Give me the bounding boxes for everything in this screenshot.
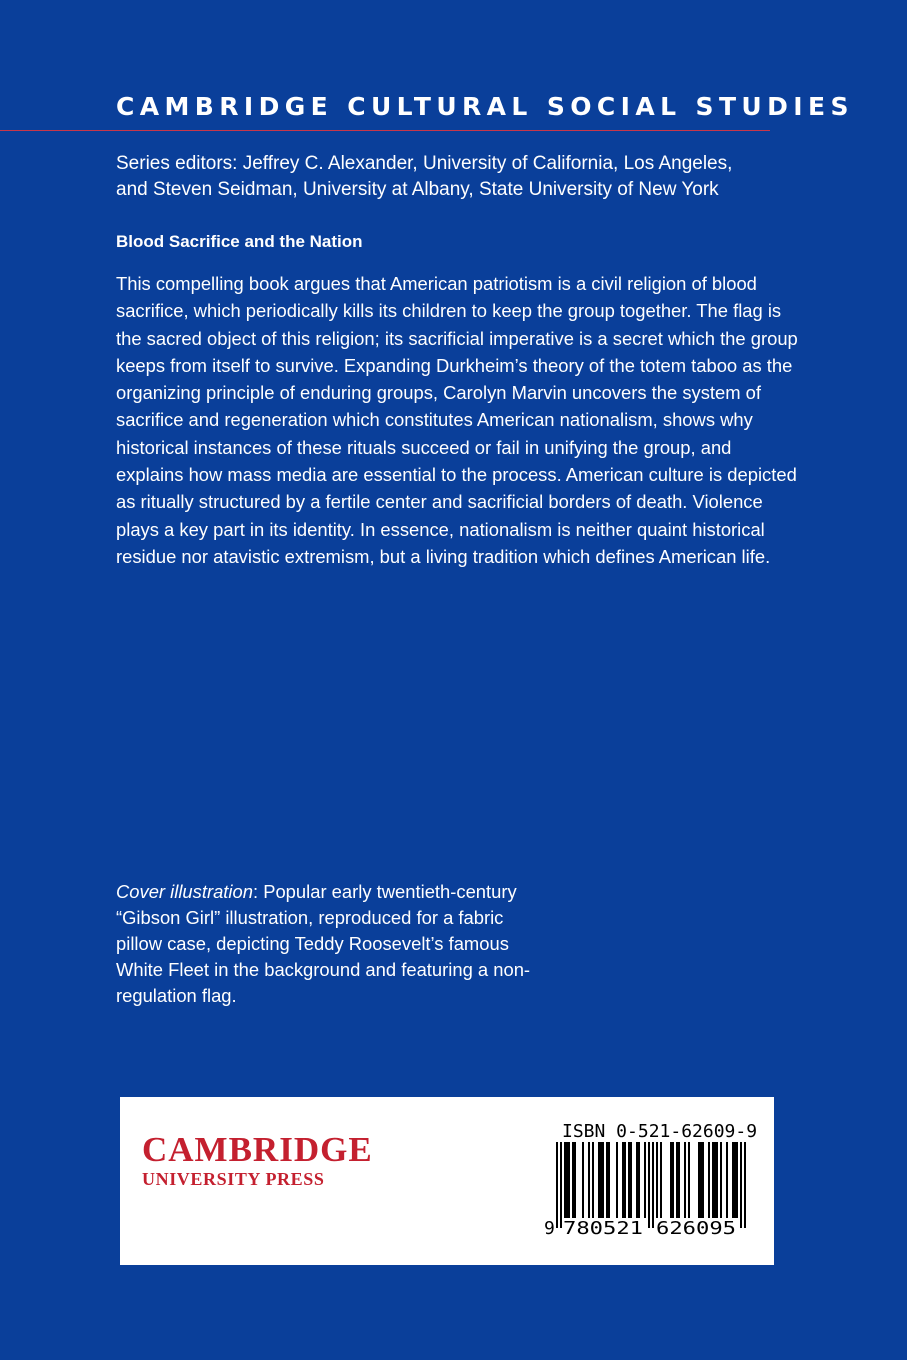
barcode-bar — [652, 1142, 654, 1228]
barcode-bar — [656, 1142, 658, 1218]
barcode-bar — [574, 1142, 576, 1218]
barcode-bar — [648, 1142, 650, 1228]
barcode-bar — [670, 1142, 672, 1218]
barcode-bar — [736, 1142, 738, 1218]
series-editors-line: Series editors: Jeffrey C. Alexander, University of California, Los Angeles, — [116, 153, 733, 174]
barcode-bar — [720, 1142, 722, 1218]
barcode-bar — [698, 1142, 700, 1218]
book-description: This compelling book argues that American patriotism is a civil religion of blood sacrifice, which periodically kills its children to keep the group together. The flag is the sacred object of this religion; its sacrificial imperative is a secret which the group keeps from itself to survive. Expanding Durkheim’s theory of the totem taboo as the organizing principle of enduring groups, Carolyn Marvin uncovers the system of sacrifice and regeneration which constitutes American nationalism, shows why historical instances of these rituals succeed or fail in unifying the group, and explains how mass media are essential to the process. American culture is depicted as ritually structured by a fertile center and sacrificial borders of death. Violence plays a key part in its identity. In essence, nationalism is neither quaint historical residue nor atavistic extremism, but a living tradition which defines American life. — [116, 273, 798, 567]
barcode-bar — [702, 1142, 704, 1218]
publisher-logo-subtitle: UNIVERSITY PRESS — [142, 1169, 325, 1189]
barcode-digit: 9 — [544, 1218, 555, 1239]
barcode-bar — [624, 1142, 626, 1218]
cover-illustration-label: Cover illustration — [116, 881, 253, 902]
barcode-bar — [744, 1142, 746, 1228]
barcode-bar — [708, 1142, 710, 1218]
barcode-bar — [622, 1142, 624, 1218]
barcode-bar — [678, 1142, 680, 1218]
barcode-bar — [716, 1142, 718, 1218]
barcode-bar — [556, 1142, 558, 1228]
barcode-bar — [684, 1142, 686, 1218]
publisher-panel — [120, 1097, 774, 1265]
barcode-bar — [688, 1142, 690, 1218]
barcode-bar — [734, 1142, 736, 1218]
barcode-bar — [602, 1142, 604, 1218]
barcode-bar — [628, 1142, 630, 1218]
book-title: Blood Sacrifice and the Nation — [116, 232, 363, 251]
cover-illustration-text: : Popular early twentieth-century “Gibson Girl” illustration, reproduced for a fabric pillow case, depicting Teddy Roosevelt’s famous White Fleet in the background and featuring a non-regulation flag. — [116, 881, 531, 1006]
barcode-bar — [588, 1142, 590, 1218]
barcode-bar — [592, 1142, 594, 1218]
cover-illustration-credit — [116, 879, 536, 1009]
barcode-bar — [566, 1142, 568, 1218]
barcode-bar — [740, 1142, 742, 1228]
barcode-bar — [714, 1142, 716, 1218]
isbn-label: ISBN 0-521-62609-9 — [562, 1121, 758, 1142]
barcode-bar — [560, 1142, 562, 1228]
series-editors-line: and Steven Seidman, University at Albany, State University of New York — [116, 179, 719, 200]
barcode-bar — [598, 1142, 600, 1218]
barcode-bar — [630, 1142, 632, 1218]
barcode-bar — [600, 1142, 602, 1218]
barcode-bar — [726, 1142, 728, 1218]
series-title: CAMBRIDGE CULTURAL SOCIAL STUDIES — [116, 92, 854, 121]
barcode-bar — [700, 1142, 702, 1218]
barcode-bar — [636, 1142, 638, 1218]
barcode-bar — [564, 1142, 566, 1218]
barcode-bar — [606, 1142, 608, 1218]
barcode-bar — [676, 1142, 678, 1218]
barcode-bar — [660, 1142, 662, 1218]
barcode-bar — [712, 1142, 714, 1218]
barcode-digits-right: 626095 — [656, 1218, 736, 1239]
barcode-digits-left: 780521 — [563, 1218, 643, 1239]
barcode-bar — [616, 1142, 618, 1218]
barcode-bar — [572, 1142, 574, 1218]
barcode-bar — [732, 1142, 734, 1218]
barcode — [544, 1142, 756, 1244]
barcode-bar — [644, 1142, 646, 1218]
barcode-bar — [582, 1142, 584, 1218]
barcode-bar — [608, 1142, 610, 1218]
title-divider — [0, 130, 770, 131]
barcode-bar — [568, 1142, 570, 1218]
publisher-logo: CAMBRIDGE — [142, 1130, 373, 1169]
barcode-bar — [672, 1142, 674, 1218]
barcode-bar — [638, 1142, 640, 1218]
barcode-bars — [556, 1142, 746, 1228]
series-editors — [116, 151, 796, 203]
